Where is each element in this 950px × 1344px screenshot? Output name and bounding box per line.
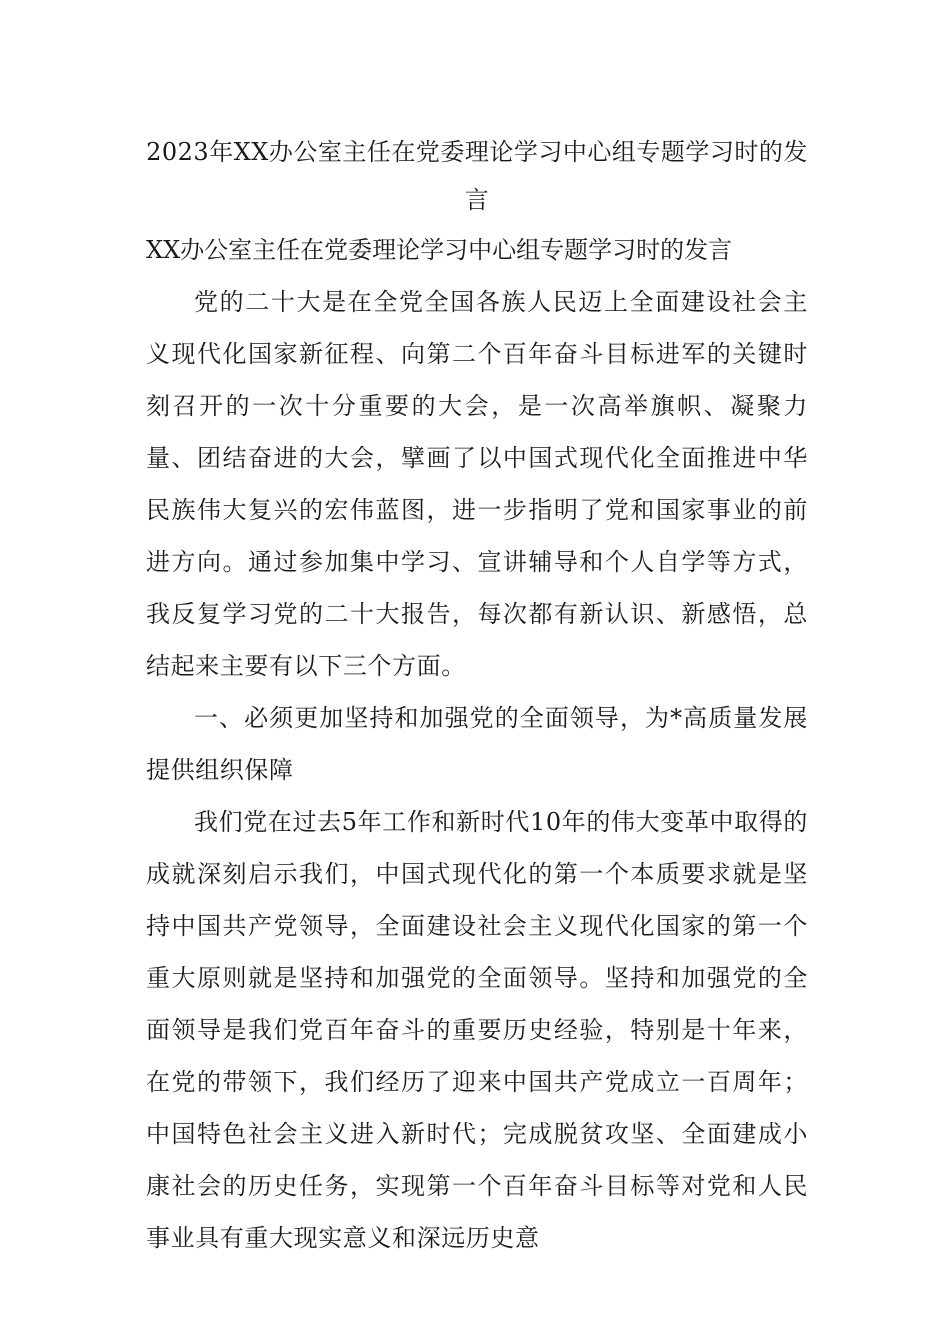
section-1-heading: 一、必须更加坚持和加强党的全面领导，为*高质量发展提供组织保障 [146,704,808,784]
intro-paragraph: 党的二十大是在全党全国各族人民迈上全面建设社会主义现代化国家新征程、向第二个百年奋斗目标进军的关键时刻召开的一次十分重要的大会，是一次高举旗帜、凝聚力量、团结奋进的大会，擘画了以中国式现代化全面推进中华民族伟大复兴的宏伟蓝图，进一步指明了党和国家事业的前进方向。通过参加集中学习、宣讲辅导和个人自学等方式，我反复学习党的二十大报告，每次都有新认识、新感悟，总结起来主要有以下三个方面。 [146,288,808,680]
document-page [146,128,808,1264]
document-title: 2023年XX办公室主任在党委理论学习中心组专题学习时的发言 [146,138,808,214]
document-subtitle: XX办公室主任在党委理论学习中心组专题学习时的发言 [146,236,733,264]
section-1-paragraph: 我们党在过去5年工作和新时代10年的伟大变革中取得的成就深刻启示我们，中国式现代化的第一个本质要求就是坚持中国共产党领导，全面建设社会主义现代化国家的第一个重大原则就是坚持和加强党的全面领导。坚持和加强党的全面领导是我们党百年奋斗的重要历史经验，特别是十年来，在党的带领下，我们经历了迎来中国共产党成立一百周年；中国特色社会主义进入新时代；完成脱贫攻坚、全面建成小康社会的历史任务，实现第一个百年奋斗目标等对党和人民事业具有重大现实意义和深远历史意 [146,808,808,1252]
